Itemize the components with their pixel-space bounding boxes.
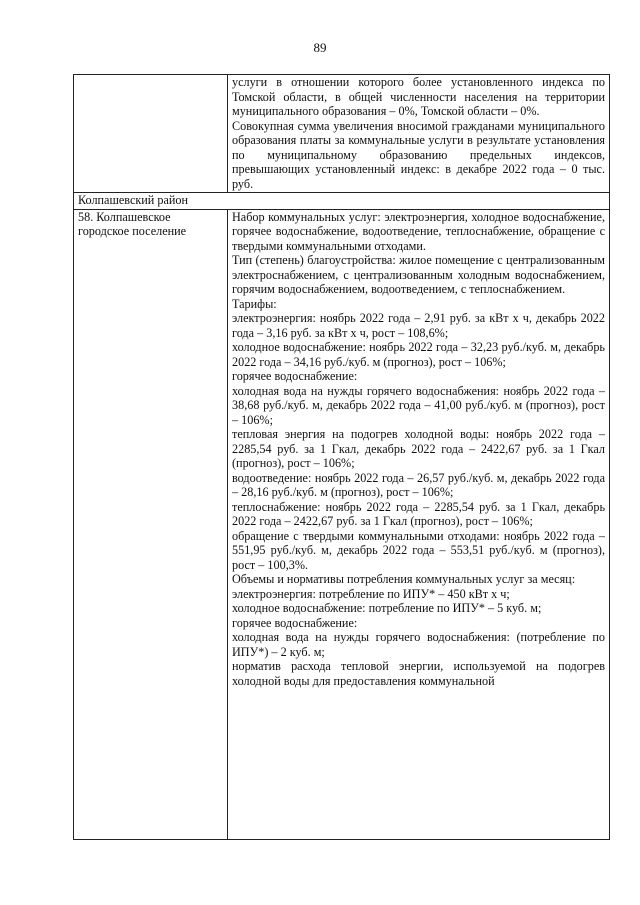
paragraph: электроэнергия: ноябрь 2022 года – 2,91 руб. за кВт х ч, декабрь 2022 года – 3,16 руб. за кВт х ч, рост – 108,6%; (232, 311, 605, 340)
table-cell-empty (74, 75, 228, 193)
table-row-region (74, 193, 610, 210)
paragraph: Совокупная сумма увеличения вносимой гражданами муниципального образования платы за коммунальные услуги в результате установления по муниципальному образованию предельных индексов, превышающих установленный индекс: в декабре 2022 года – 0 тыс. руб. (232, 118, 605, 191)
paragraph: тепловая энергия на подогрев холодной воды: ноябрь 2022 года – 2285,54 руб. за 1 Гкал, декабрь 2022 года – 2422,67 руб. за 1 Гкал (прогноз), рост – 106%; (232, 427, 605, 470)
paragraph: Тарифы: (232, 296, 277, 311)
paragraph: обращение с твердыми коммунальными отходами: ноябрь 2022 года – 551,95 руб./куб. м, декабрь 2022 года – 553,51 руб./куб. м (прогноз), рост – 100,3%. (232, 528, 605, 572)
paragraph: электроэнергия: потребление по ИПУ* – 450 кВт х ч; (232, 586, 510, 601)
paragraph: теплоснабжение: ноябрь 2022 года – 2285,54 руб. за 1 Гкал, декабрь 2022 года – 2422,67 руб. за 1 Гкал (прогноз), рост – 106%; (232, 499, 605, 528)
settlement-name-cell (74, 209, 228, 839)
page-number: 89 (313, 40, 327, 55)
paragraph: холодное водоснабжение: ноябрь 2022 года – 32,23 руб./куб. м, декабрь 2022 года – 34,16 руб./куб. м (прогноз), рост – 106%; (232, 340, 605, 369)
paragraph: водоотведение: ноябрь 2022 года – 26,57 руб./куб. м, декабрь 2022 года – 28,16 руб./куб. м (прогноз), рост – 106%; (232, 470, 605, 499)
paragraph: горячее водоснабжение: (232, 369, 358, 383)
table-cell-continued-text (228, 75, 610, 193)
paragraph: Набор коммунальных услуг: электроэнергия, холодное водоснабжение, горячее водоснабжение, водоотведение, теплоснабжение, обращение с твердыми коммунальными отходами. (232, 209, 605, 253)
paragraph: горячее водоснабжение: (232, 615, 358, 630)
table-row-continued (74, 75, 610, 193)
paragraph: холодная вода на нужды горячего водоснабжения: (потребление по ИПУ*) – 2 куб. м; (232, 630, 605, 659)
paragraph: холодная вода на нужды горячего водоснабжения: ноябрь 2022 года – 38,68 руб./куб. м, декабрь 2022 года – 41,00 руб./куб. м (прогноз), рост – 106%; (232, 383, 605, 427)
settlement-details (232, 210, 605, 838)
table-row-settlement (74, 209, 610, 839)
paragraph: Тип (степень) благоустройства: жилое помещение с централизованным электроснабжением, с централизованным холодным водоснабжением, горячим водоснабжением, водоотведением, с теплоснабжением. (232, 253, 605, 296)
tariff-table (73, 74, 610, 840)
paragraph: холодное водоснабжение: потребление по ИПУ* – 5 куб. м; (232, 601, 542, 615)
settlement-details-cell (228, 209, 610, 839)
paragraph: норматив расхода тепловой энергии, используемой на подогрев холодной воды для предоставления коммунальной (232, 659, 605, 688)
paragraph: Объемы и нормативы потребления коммунальных услуг за месяц: (232, 572, 576, 586)
paragraph: услуги в отношении которого более установленного индекса по Томской области, в общей численности населения на территории муниципального образования – 0%, Томской области – 0%. (232, 75, 605, 118)
settlement-name: 58. Колпашевское городское поселение (78, 209, 187, 238)
region-label: Колпашевский район (74, 193, 610, 210)
